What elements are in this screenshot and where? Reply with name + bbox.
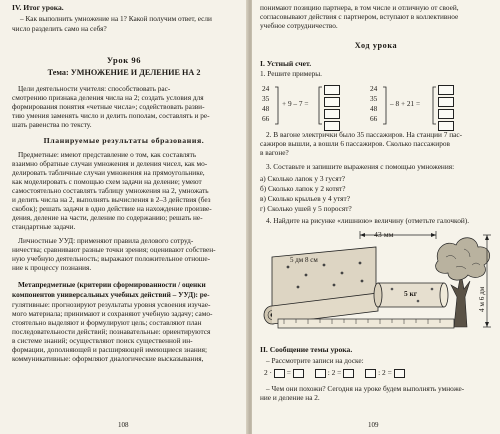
answer-box xyxy=(324,85,340,95)
text-line: делировать табличные случаи умножения на прямоугольнике, xyxy=(12,168,205,177)
text-line: ние и деление на 2. xyxy=(260,393,320,402)
text-line: б) Сколько лапок у 2 котят? xyxy=(260,184,346,193)
text-line: тию умения заменять число и делить пополам, составлять и ре- xyxy=(12,111,210,120)
text-line: 2. В вагоне электрички было 35 пассажиров. На станции 7 пас- xyxy=(266,130,463,139)
eq-text: 2 · xyxy=(264,368,273,377)
text-line: понимают позицию партнера, в том числе и отличную от своей, xyxy=(260,3,459,12)
question-line: число разделить само на себя? xyxy=(12,24,107,33)
text-line: гулятивные: прогнозируют результаты уровня усвоения изучае- xyxy=(12,300,211,309)
measures-illustration xyxy=(258,227,496,337)
answer-box xyxy=(324,109,340,119)
lesson-course-heading: Ход урока xyxy=(354,41,398,50)
text-line: стандартные задачи. xyxy=(12,222,76,231)
text-line: компонентов универсальных учебных действий – УУД): ре- xyxy=(12,290,210,299)
answer-box xyxy=(438,109,454,119)
operation: + 9 – 7 = xyxy=(282,99,309,108)
left-page xyxy=(0,0,248,434)
text-line: дения, деление на части, деление по содержанию; решать не- xyxy=(12,213,203,222)
section-heading: IV. Итог урока. xyxy=(12,3,64,12)
eq-text: = xyxy=(286,368,291,377)
number: 48 xyxy=(370,104,378,113)
measure-label-5kg: 5 кг xyxy=(404,289,418,298)
task-title: 1. Решите примеры. xyxy=(260,69,322,78)
blank-box xyxy=(293,369,304,378)
page-number: 109 xyxy=(368,421,379,429)
text-line: согласовывают действия с партнером, вступают в коллективное xyxy=(260,12,459,21)
number: 24 xyxy=(262,84,270,93)
text-line: 4. Найдите на рисунке «лишнюю» величину (отметьте галочкой). xyxy=(266,216,470,225)
text-line: как моделировать с помощью схем задачи на деление; умеют xyxy=(12,177,202,186)
board-equations xyxy=(264,368,405,378)
text-line: – Чем они похожи? Сегодня на уроке будем выполнять умноже- xyxy=(266,384,465,393)
answer-box xyxy=(438,97,454,107)
number: 35 xyxy=(262,94,270,103)
eq-text: : 2 = xyxy=(378,368,392,377)
text-line: последовательности действий; познавательные: ориентируются xyxy=(12,327,211,336)
lesson-number: Урок 96 xyxy=(106,55,142,65)
number: 66 xyxy=(262,114,270,123)
lesson-topic: Тема: УМНОЖЕНИЕ И ДЕЛЕНИЕ НА 2 xyxy=(47,68,201,77)
number: 66 xyxy=(370,114,378,123)
bracket xyxy=(318,86,323,126)
page-number: 108 xyxy=(118,421,129,429)
text-line: а) Сколько лапок у 3 гусят? xyxy=(260,174,346,183)
measure-line xyxy=(360,231,436,239)
text-line: г) Сколько ушей у 5 поросят? xyxy=(260,204,352,213)
text-line: ние к процессу познания. xyxy=(12,263,92,272)
text-line: смотрению признака деления числа на 2; создать условия для xyxy=(12,93,204,102)
operation: – 8 + 21 = xyxy=(390,99,421,108)
answer-boxes xyxy=(438,85,452,133)
text-line: Цели деятельности учителя: способствовать рас- xyxy=(18,84,171,93)
text-line: ную учебную деятельность; выражают положительное отноше- xyxy=(12,254,211,263)
text-line: 3. Составьте и запишите выражения с помощью умножения: xyxy=(266,162,455,171)
answer-box xyxy=(324,97,340,107)
measure-label-4m: 4 м 6 дм xyxy=(478,286,486,312)
measure-label-43mm: 43 мм xyxy=(374,230,394,239)
blank-box xyxy=(394,369,405,378)
text-line: стоятельно выделяют и формулируют цель; составляют план xyxy=(12,318,202,327)
eq-text: : 2 = xyxy=(327,368,342,377)
text-line: Личностные УУД: применяют правила делового сотруд- xyxy=(18,236,194,245)
bracket xyxy=(432,86,437,126)
blank-box xyxy=(315,369,326,378)
text-line: самостоятельно составлять таблицу умножения на 2, умножать xyxy=(12,186,209,195)
ruler xyxy=(278,319,454,328)
number: 35 xyxy=(370,94,378,103)
number: 24 xyxy=(370,84,378,93)
text-line: в системе знаний; осуществляют поиск существенной ин- xyxy=(12,336,193,345)
measure-label-5dm: 5 дм 8 см xyxy=(290,256,318,264)
text-line: – Рассмотрите записи на доске: xyxy=(266,356,364,365)
text-line: коммуникативные: оформляют диалогические высказывания, xyxy=(12,354,204,363)
text-line: скобок); решать задачи в одно действие на нахождение произве- xyxy=(12,204,212,213)
number: 48 xyxy=(262,104,270,113)
question-line: – Как выполнить умножение на 1? Какой получим ответ, если xyxy=(20,14,212,23)
text-line: ничества; сравнивают разные точки зрения; оценивают собствен- xyxy=(12,245,216,254)
text-line: формирования понятия «четные числа»; содействовать разви- xyxy=(12,102,205,111)
text-line: и делить числа на 2, выполнять вычисления в 2–3 действия (без xyxy=(12,195,211,204)
text-line: мого материала; принимают и сохраняют учебную задачу; само- xyxy=(12,309,213,318)
right-page xyxy=(252,0,500,434)
bracket xyxy=(382,86,388,126)
planned-results-heading: Планируемые результаты образования. xyxy=(43,136,205,145)
blank-box xyxy=(365,369,376,378)
tree xyxy=(436,238,490,327)
section-heading: II. Сообщение темы урока. xyxy=(260,345,353,354)
answer-box xyxy=(438,85,454,95)
text-line: Метапредметные (критерии сформированности / оценки xyxy=(18,280,206,289)
text-line: учебное сотрудничество. xyxy=(260,21,338,30)
section-heading: I. Устный счет. xyxy=(260,59,312,68)
blank-box xyxy=(343,369,354,378)
text-line: взаимно обратные случаи умножения и деления чисел, как мо- xyxy=(12,159,208,168)
text-line: в) Сколько крыльев у 4 утят? xyxy=(260,194,350,203)
text-line: в вагоне? xyxy=(260,148,289,157)
blank-box xyxy=(274,369,285,378)
text-line: сажиров вышли, а вошли 6 пассажиров. Сколько пассажиров xyxy=(260,139,450,148)
text-line: формации, дополняющей и расширяющей имеющиеся знания; xyxy=(12,345,208,354)
answer-boxes xyxy=(324,85,338,133)
text-line: Предметные: имеют представление о том, как составлять xyxy=(18,150,197,159)
text-line: шать равенства по тексту. xyxy=(12,120,92,129)
bracket xyxy=(274,86,280,126)
